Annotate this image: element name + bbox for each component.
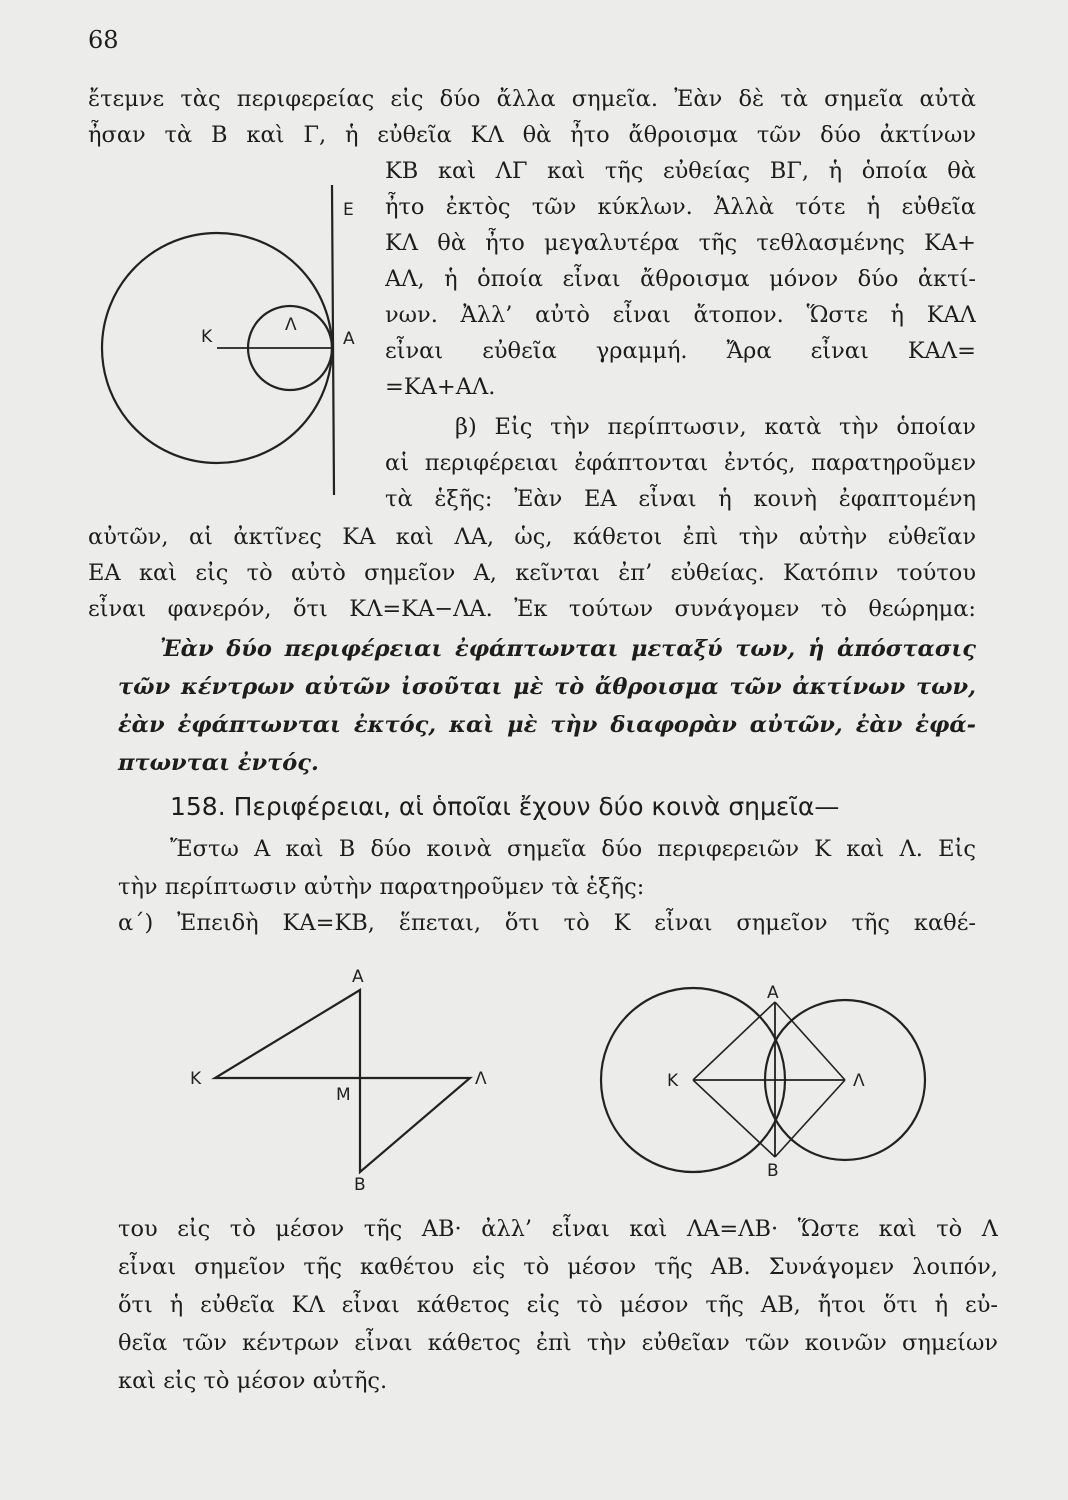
theorem-line: τῶν κέντρων αὐτῶν ἰσοῦται μὲ τὸ ἄθροισμα τῶν ἀκτίνων των, — [118, 674, 976, 700]
text-line: ἦτο ἐκτὸς τῶν κύκλων. Ἀλλὰ τότε ἡ εὐθεῖα — [385, 194, 976, 220]
segment-ka — [693, 1002, 775, 1080]
label-a: Α — [767, 983, 779, 1003]
label-k: Κ — [201, 327, 213, 347]
label-k: Κ — [667, 1071, 679, 1091]
tangent-line — [332, 185, 334, 495]
theorem-line: πτωνται ἐντός. — [118, 750, 319, 776]
section-heading: 158. Περιφέρειαι, αἱ ὁποῖαι ἔχουν δύο κοινὰ σημεῖα— — [170, 792, 840, 821]
label-e: Ε — [343, 200, 354, 220]
label-m: Μ — [336, 1085, 351, 1105]
text-line: ΚΛ θὰ ἦτο μεγαλυτέρα τῆς τεθλασμένης ΚΑ+ — [385, 230, 976, 256]
figure-tangent-circles — [85, 170, 385, 550]
text-line: τὰ ἑξῆς: Ἐὰν ΕΑ εἶναι ἡ κοινὴ ἐφαπτομένη — [385, 486, 976, 512]
segment-lb — [775, 1080, 845, 1157]
page-number: 68 — [88, 26, 119, 54]
label-l: Λ — [475, 1069, 487, 1089]
text-line: α΄) Ἐπειδὴ ΚΑ=ΚΒ, ἕπεται, ὅτι τὸ Κ εἶναι σημεῖον τῆς καθέ- — [118, 910, 976, 936]
label-a: Α — [343, 329, 355, 349]
label-b: Β — [354, 1175, 366, 1195]
text-line: του εἰς τὸ μέσον τῆς ΑΒ· ἀλλ’ εἶναι καὶ ΛΑ=ΛΒ· Ὥστε καὶ τὸ Λ — [118, 1216, 998, 1242]
text-line: εἶναι εὐθεῖα γραμμή. Ἄρα εἶναι ΚΑΛ= — [385, 338, 976, 364]
label-l: Λ — [853, 1071, 865, 1091]
text-line: β) Εἰς τὴν περίπτωσιν, κατὰ τὴν ὁποίαν — [455, 414, 976, 440]
text-line: ἔτεμνε τὰς περιφερείας εἰς δύο ἄλλα σημεῖα. Ἐὰν δὲ τὰ σημεῖα αὐτὰ — [88, 86, 976, 112]
text-line: θεῖα τῶν κέντρων εἶναι κάθετος ἐπὶ τὴν εὐθεῖαν τῶν κοινῶν σημείων — [118, 1330, 998, 1356]
text-line: εἶναι φανερόν, ὅτι ΚΛ=ΚΑ−ΛΑ. Ἐκ τούτων συνάγομεν τὸ θεώρημα: — [88, 596, 976, 622]
text-line: ΑΛ, ἡ ὁποία εἶναι ἄθροισμα μόνον δύο ἀκτί- — [385, 266, 976, 292]
text-line: Ἔστω Α καὶ Β δύο κοινὰ σημεῖα δύο περιφερειῶν Κ καὶ Λ. Εἰς — [170, 836, 976, 862]
text-line: τὴν περίπτωσιν αὐτὴν παρατηροῦμεν τὰ ἑξῆς: — [118, 874, 645, 900]
theorem-line: ἐὰν ἐφάπτωνται ἐκτός, καὶ μὲ τὴν διαφορὰν αὐτῶν, ἐὰν ἐφά- — [118, 712, 976, 738]
text-line: αὐτῶν, αἱ ἀκτῖνες ΚΑ καὶ ΛΑ, ὡς, κάθετοι ἐπὶ τὴν αὐτὴν εὐθεῖαν — [88, 524, 976, 550]
label-k: Κ — [190, 1069, 202, 1089]
theorem-line: Ἐὰν δύο περιφέρειαι ἐφάπτωνται μεταξύ των, ἡ ἀπόστασις — [160, 636, 976, 662]
label-l: Λ — [285, 315, 297, 335]
segment-la — [775, 1002, 845, 1080]
text-line: ΕΑ καὶ εἰς τὸ αὐτὸ σημεῖον Α, κεῖνται ἐπ’ εὐθείας. Κατόπιν τούτου — [88, 560, 976, 586]
text-line: =ΚΑ+ΑΛ. — [385, 374, 496, 400]
text-line: αἱ περιφέρειαι ἐφάπτονται ἐντός, παρατηροῦμεν — [385, 450, 976, 476]
text-line: ΚΒ καὶ ΛΓ καὶ τῆς εὐθείας ΒΓ, ἡ ὁποία θὰ — [385, 158, 976, 184]
label-b: Β — [767, 1161, 779, 1181]
text-line: καὶ εἰς τὸ μέσον αὐτῆς. — [118, 1368, 388, 1394]
text-line: νων. Ἀλλ’ αὐτὸ εἶναι ἄτοπον. Ὥστε ἡ ΚΑΛ — [385, 302, 976, 328]
text-line: ἦσαν τὰ Β καὶ Γ, ἡ εὐθεῖα ΚΛ θὰ ἦτο ἄθροισμα τῶν δύο ἀκτίνων — [88, 122, 976, 148]
segment-kb — [693, 1080, 775, 1157]
label-a: Α — [352, 967, 364, 987]
figure-intersecting-circles — [595, 972, 935, 1192]
text-line: εἶναι σημεῖον τῆς καθέτου εἰς τὸ μέσον τῆς ΑΒ. Συνάγομεν λοιπόν, — [118, 1254, 998, 1280]
rhombus — [215, 990, 470, 1172]
figure-rhombus — [180, 962, 487, 1195]
text-line: ὅτι ἡ εὐθεῖα ΚΛ εἶναι κάθετος εἰς τὸ μέσον τῆς ΑΒ, ἤτοι ὅτι ἡ εὐ- — [118, 1292, 998, 1318]
